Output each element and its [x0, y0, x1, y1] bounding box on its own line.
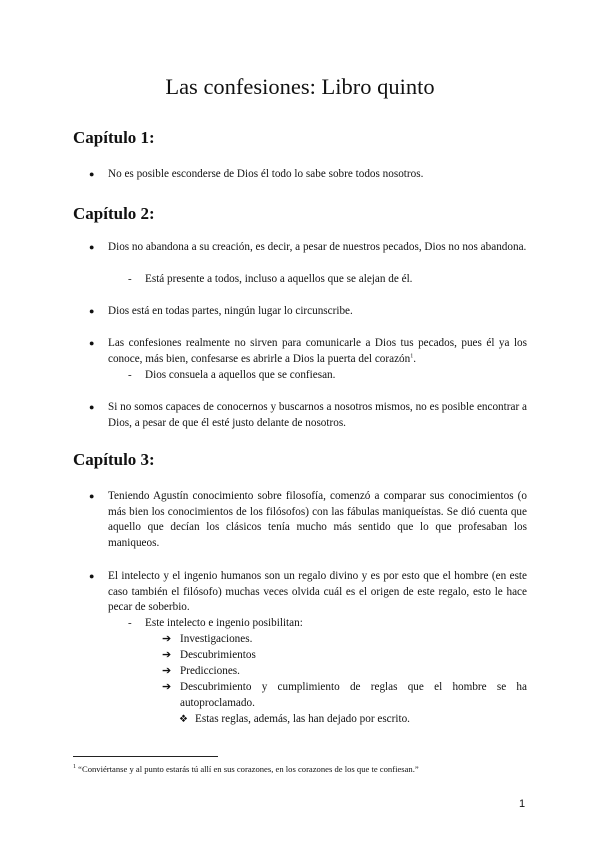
dash-icon: - — [128, 273, 132, 285]
diamond-bullet-icon: ❖ — [179, 714, 188, 725]
page-number: 1 — [519, 798, 526, 810]
chapter-2-bullet-1: Dios no abandona a su creación, es decir, a pesar de nuestros pecados, Dios no nos abandona. — [108, 241, 527, 253]
diamond-item: Estas reglas, además, las han dejado por escrito. — [195, 713, 410, 725]
bullet-icon: ● — [89, 306, 95, 316]
bullet-icon: ● — [89, 242, 95, 252]
chapter-2-bullet-3-sub: Dios consuela a aquellos que se confiesan. — [145, 369, 336, 381]
arrow-item-3: Predicciones. — [180, 665, 240, 677]
arrow-right-icon: ➔ — [162, 633, 172, 645]
chapter-2-bullet-4: Si no somos capaces de conocernos y buscarnos a nosotros mismos, no es posible encontrar a Dios, a pesar de que él esté justo delante de nosotros. — [108, 401, 527, 429]
chapter-2-bullet-2: Dios está en todas partes, ningún lugar lo circunscribe. — [108, 305, 353, 317]
footnote-separator — [73, 756, 218, 757]
arrow-right-icon: ➔ — [162, 681, 172, 693]
footnote-text: “Conviértanse y al punto estarás tú allí en sus corazones, en los corazones de los que te confiesan.” — [78, 764, 419, 774]
chapter-2-heading: Capítulo 2: — [73, 204, 155, 223]
chapter-2-bullet-1-sub: Está presente a todos, incluso a aquellos que se alejan de él. — [145, 273, 413, 285]
arrow-right-icon: ➔ — [162, 649, 172, 661]
document-title: Las confesiones: Libro quinto — [165, 74, 435, 99]
footnote-reference[interactable]: 1 — [410, 352, 414, 359]
chapter-1-bullet-1: No es posible esconderse de Dios él todo lo sabe sobre todos nosotros. — [108, 168, 424, 180]
chapter-1-heading: Capítulo 1: — [73, 128, 155, 147]
footnote — [73, 764, 419, 775]
chapter-2-bullet-3-end: . — [413, 352, 417, 365]
chapter-2-bullet-3 — [108, 336, 527, 367]
arrow-item-4: Descubrimiento y cumplimiento de reglas que el hombre se ha autoproclamado. — [180, 681, 527, 709]
bullet-icon: ● — [89, 402, 95, 412]
chapter-3-heading: Capítulo 3: — [73, 450, 155, 469]
bullet-icon: ● — [89, 338, 95, 348]
arrow-right-icon: ➔ — [162, 665, 172, 677]
arrow-item-2: Descubrimientos — [180, 649, 256, 661]
footnote-number: 1 — [73, 764, 76, 771]
chapter-2-bullet-3-text: Las confesiones realmente no sirven para comunicarle a Dios tus pecados, pues él ya los conoce, más bien, confesarse es abrirle a Dios la puerta del corazón — [108, 337, 527, 365]
bullet-icon: ● — [89, 571, 95, 581]
bullet-icon: ● — [89, 169, 95, 179]
dash-icon: - — [128, 617, 132, 629]
dash-icon: - — [128, 369, 132, 381]
bullet-icon: ● — [89, 491, 95, 501]
chapter-3-bullet-1: Teniendo Agustín conocimiento sobre filosofía, comenzó a comparar sus conocimientos (o más bien los conocimientos de los filósofos) con las fábulas maniqueístas. Se dió cuenta que aquello que decían los clásicos tenía mucho más sentido que lo que profesaban los maniqueos. — [108, 490, 527, 549]
chapter-3-bullet-2: El intelecto y el ingenio humanos son un regalo divino y es por esto que el hombre (en este caso también el filósofo) muchas veces olvida cuál es el origen de este regalo, esto le hace pecar de soberbio. — [108, 570, 527, 614]
chapter-3-bullet-2-sub: Este intelecto e ingenio posibilitan: — [145, 617, 303, 629]
arrow-item-1: Investigaciones. — [180, 633, 253, 645]
